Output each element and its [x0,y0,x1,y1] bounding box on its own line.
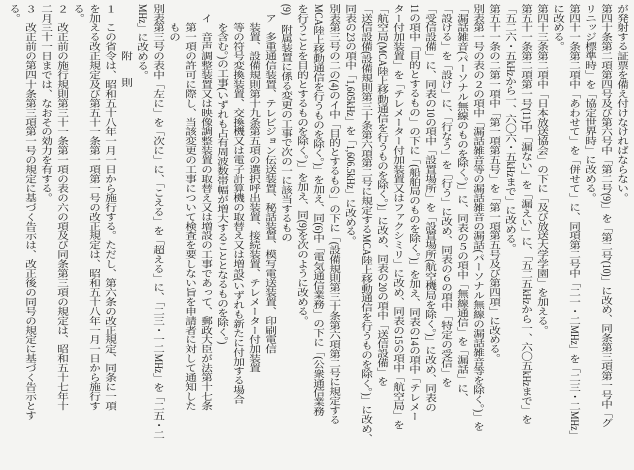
supplementary-column: １ この省令は、昭和五十八年一月一日から施行する。ただし、第六条の改正規定、同条に一項 [104,4,117,411]
amendment-column: 別表第一号の表の２の項中「漏話雑音等の漏話雑音の漏話(パーソナル無線の漏話雑音等を除く。)」を [472,4,485,431]
supplementary-column: 二月三十一日までは、なおその効力を有する。 [40,4,53,203]
annex-column: 別表第三号の二の(4)のイ中「目的とするもの」の下に「(設備規則第三十条第六項第二号に規定する [328,4,341,425]
supplementary-column: る。 [72,4,85,23]
amendment-column: 「送信設備(設備規則第三十条第六項第二号に規定するMCA陸上移動通信を行うものを除く。)」に改め、 [360,4,373,444]
vertical-text-body [4,4,630,466]
annex-column: を行うことを目的とするものを除く。)」を加え、同(9)を次のように改める。 [296,4,309,326]
amendment-column: 「航空局(MCA陸上移動通信を行うものを除く。)」に改め、同表の20の項中「送信設備」を [376,4,389,387]
supplementary-column: る。 [8,4,21,23]
annex-column: 等の符号変換装置、交換機又は電子計算機の取替え又は増設(いずれも新たに付加する場合 [232,4,245,405]
annex-column: イ 音声調整装置又は映像調整装置の取替え又は増設の工事であって、郵政大臣が法第十七条 [200,4,213,411]
amendment-column: 第五十一条の二第一項中「第一項第五号」を「第一項第五号及び第四項」に改める。 [488,4,501,364]
amendment-column: 第五十一条第二項第一号(11)中「漏ない」を「漏えい」に、「五二五kHzから一、六〇五kHzまで」を [520,4,533,425]
amendment-column: 第四十三条第二項中「日本放送協会」の下に「及び放送大学学園」を加える。 [536,4,549,335]
annex-column: もの [168,4,181,42]
supplementary-column: ２ 改正前の施行規則第三十一条第一項の表の六の項及び同条第三項の規定は、昭和五十七年十 [56,4,69,411]
supplementary-column: ３ 改正前の第四十条第三項第一号の規定に基づく告示は、改正後の同号の規定に基づく告示とす [24,4,37,420]
amendment-column: リニッジ標準時」を「協定世界時」に改める。 [584,4,597,203]
annex-column: 別表第三号の表中「左に」を「次に」に、「こえる」を「超える」に、「二三・一二MHz」を「二五・二 [152,4,165,440]
amendment-column: 「五二六・五kHzから一、六〇六・五kHzまで」に改める。 [504,4,517,253]
supplementary-column: を加える改正規定及び第五十一条第一項第一号の改正規定は、昭和五十八年一月一日から施行す [88,4,101,411]
amendment-column: に改める。 [552,4,565,52]
annex-column: を含む。)の工事(いずれも占有周波数帯幅が増大することとなるものを除く。) [216,4,229,345]
annex-column: MCA陸上移動通信を行うものを除く。)」を加え、同(6)中「電気通信業務」の下に「(公衆通信業務 [312,4,325,417]
amendment-column: 第四十一条第二項中「あわせて」を「併せて」に、同項第二号中「二一・二MHz」を「二三・二MHz」 [568,4,581,440]
amendment-column: 「設ける」を「設け」に、「行なう」を「行う」に改め、同表の６の項中「特定の受信」を [440,4,453,387]
amendment-column: 第四十条第二項第四号及び第六号中「第二号(9)」を「第二号(10)」に改め、同条第三項第一号中「グ [600,4,613,428]
amendment-column: 「受信設備」に、同表の10の項中「設置場所」を「設置場所(航空機局を除く。)」に改め、同表の [424,4,437,413]
annex-item-heading: (9) 附属装置に係る変更の工事で次の一に該当するもの [280,4,293,242]
amendment-column: 11の項中「目的とするもの」の下に「(船舶局のものを除く。)」を加え、同表の14の項中「テレメー [408,4,421,422]
amendment-column: ター付加装置」を「テレメーター付加装置又はファクシミリ」に改め、同表の15の項中「航空局」を [392,4,405,430]
amendment-column: 「漏話雑音(パーソナル無線のものを除く。)」に、同表の５の項中「無線通信」を「漏話」に、 [456,4,469,403]
amendment-column: 同表の23の項中「1,605kHz」を「1,606.5kHz」に改める。 [344,4,357,246]
annex-column: 装置、設備規則第十九条第五項の選択呼出装置、接続装置、テレメーター付加装置 [248,4,261,373]
supplementary-heading: 附 則 [120,51,133,91]
annex-column: ア 多重通信装置、テレビジョン伝送装置、秘話装置、模写電送装置、印刷電信 [264,4,277,354]
annex-column: 第一項の許可に際し、当該変更の工事について検査を要しない旨を申請者に対して通知した [184,4,197,411]
amendment-column: が発射する証票を備え付けなければならない。 [616,4,629,203]
annex-column: MHz」に改める。 [136,4,149,81]
